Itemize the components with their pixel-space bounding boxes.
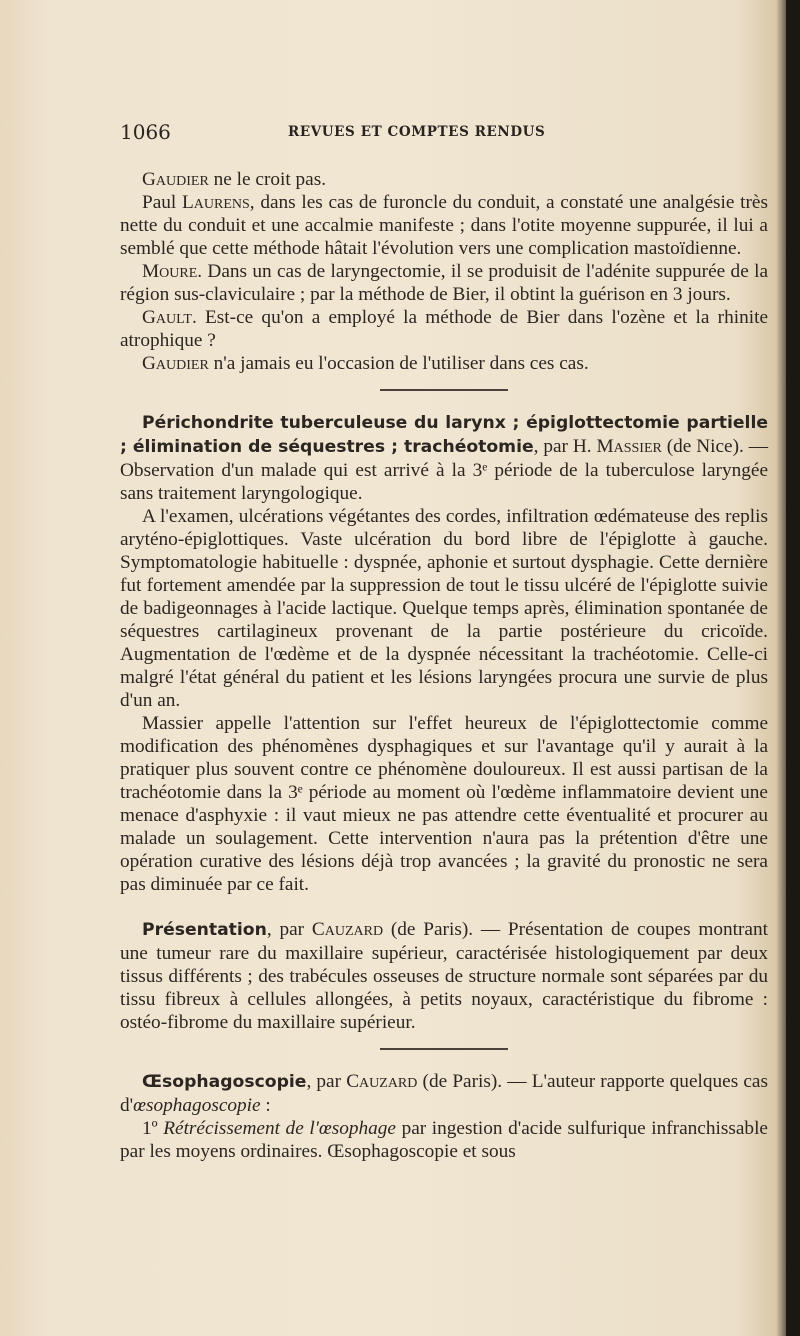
author-name: Cauzard [311,919,384,940]
paragraph-text: , dans les cas de furoncle du conduit, a constaté une analgésie très nette du conduit et une accalmie manifeste ; dans l'otite moyenne suppurée, il lui a semblé que cette méthode hâtait l'évolution vers une complication mastoïdienne. [120,192,768,259]
section-heading-paragraph [120,1070,768,1117]
paragraph-text: : [260,1095,271,1116]
paragraph-text: A l'examen, ulcérations végétantes des cordes, infiltration œdémateuse des replis aryténo-épiglottiques. Vaste ulcération du bord libre de l'épiglotte à gauche. Symptomatologie habituelle : dyspnée, aphonie et surtout dysphagie. Cette dernière fut fortement amendée par la suppression de tout le tissu ulcéré de l'épiglotte suivie de badigeonnages à l'acide lactique. Quelque temps après, élimination spontanée de séquestres cartilagineux provenant de la partie postérieure du cricoïde. Augmentation de l'œdème et de la dyspnée nécessitant la trachéotomie. Celle-ci malgré l'état général du patient et les lésions laryngées procura une survie de plus d'un an. [120,506,768,711]
body-text [120,168,768,1163]
paragraph-text: (de Paris). — L'auteur rapporte quelques cas d' [120,1071,768,1116]
section-divider [380,1048,508,1050]
section-heading-paragraph [120,918,768,1034]
paragraph-text: , par [306,1071,347,1092]
speaker-name: Gaudier [142,353,209,374]
paragraph-text: . Est-ce qu'on a employé la méthode de Bier dans l'ozène et la rhinite atrophique ? [120,307,768,351]
author-name: Cauzard [346,1071,418,1092]
paragraph-text: (de Paris). — Présentation de coupes montrant une tumeur rare du maxillaire supérieur, caractérisée histologiquement par deux tissus différents ; des trabécules osseuses de structure normale sont séparées par du tissu fibreux à cellules allongées, à petits noyaux, caractéristique du fibrome : ostéo-fibrome du maxillaire supérieur. [120,919,768,1033]
paragraph [120,712,768,896]
item-number: 1º [142,1118,164,1139]
page-edge-shadow [786,0,800,1336]
section-gap [120,896,768,918]
section-divider [380,389,508,391]
paragraph-text: , par [266,919,312,940]
paragraph [120,505,768,712]
paragraph-text: , par H. [533,436,597,457]
section-title: Œsophagoscopie [142,1072,307,1092]
speaker-name: Moure [142,261,198,282]
paragraph-text: (de Nice). [661,436,744,457]
paragraph-text: ne le croit pas. [208,169,327,190]
speaker-name: Gault [142,307,192,328]
paragraph-text: Paul [142,192,182,213]
page-number: 1066 [120,120,171,144]
paragraph [120,306,768,352]
author-name: Massier [596,436,662,457]
paragraph [120,168,768,191]
paragraph-text: — Observation d'un malade qui est arrivé à la 3ᵉ période de la tuberculose laryngée sans traitement laryngologique. [120,436,768,504]
speaker-name: Laurens [182,192,250,213]
section-title: Présentation [142,920,267,940]
italic-term: œsophagoscopie [133,1095,261,1116]
list-item [120,1117,768,1163]
paragraph-text: par ingestion d'acide sulfurique infranchissable par les moyens ordinaires. Œsophagoscopie et sous [120,1118,768,1162]
paragraph [120,260,768,306]
paragraph [120,352,768,375]
speaker-name: Gaudier [142,169,209,190]
section-heading-paragraph [120,411,768,505]
item-title: Rétrécissement de l'œsophage [163,1118,396,1139]
section-title: Périchondrite tuberculeuse du larynx ; épiglottectomie partielle ; élimination de séquestres ; trachéotomie [120,413,768,457]
running-title: REVUES ET COMPTES RENDUS [288,124,546,140]
paragraph-text: . Dans un cas de laryngectomie, il se produisit de l'adénite suppurée de la région sus-claviculaire ; par la méthode de Bier, il obtint la guérison en 3 jours. [120,261,768,305]
page-header [120,120,760,148]
paragraph [120,191,768,260]
paragraph-text: Massier appelle l'attention sur l'effet heureux de l'épiglottectomie comme modification des phénomènes dysphagiques et sur l'avantage qu'il y aurait à la pratiquer plus souvent contre ce phénomène douloureux. Il est aussi partisan de la trachéotomie dans la 3ᵉ période au moment où l'œdème inflammatoire devient une menace d'asphyxie : il vaut mieux ne pas attendre cette éventualité et procurer au malade un soulagement. Cette intervention n'aura pas la prétention d'être une opération curative des lésions déjà trop avancées ; la gravité du pronostic ne sera pas diminuée par ce fait. [120,713,768,895]
paragraph-text: n'a jamais eu l'occasion de l'utiliser dans ces cas. [208,353,589,374]
